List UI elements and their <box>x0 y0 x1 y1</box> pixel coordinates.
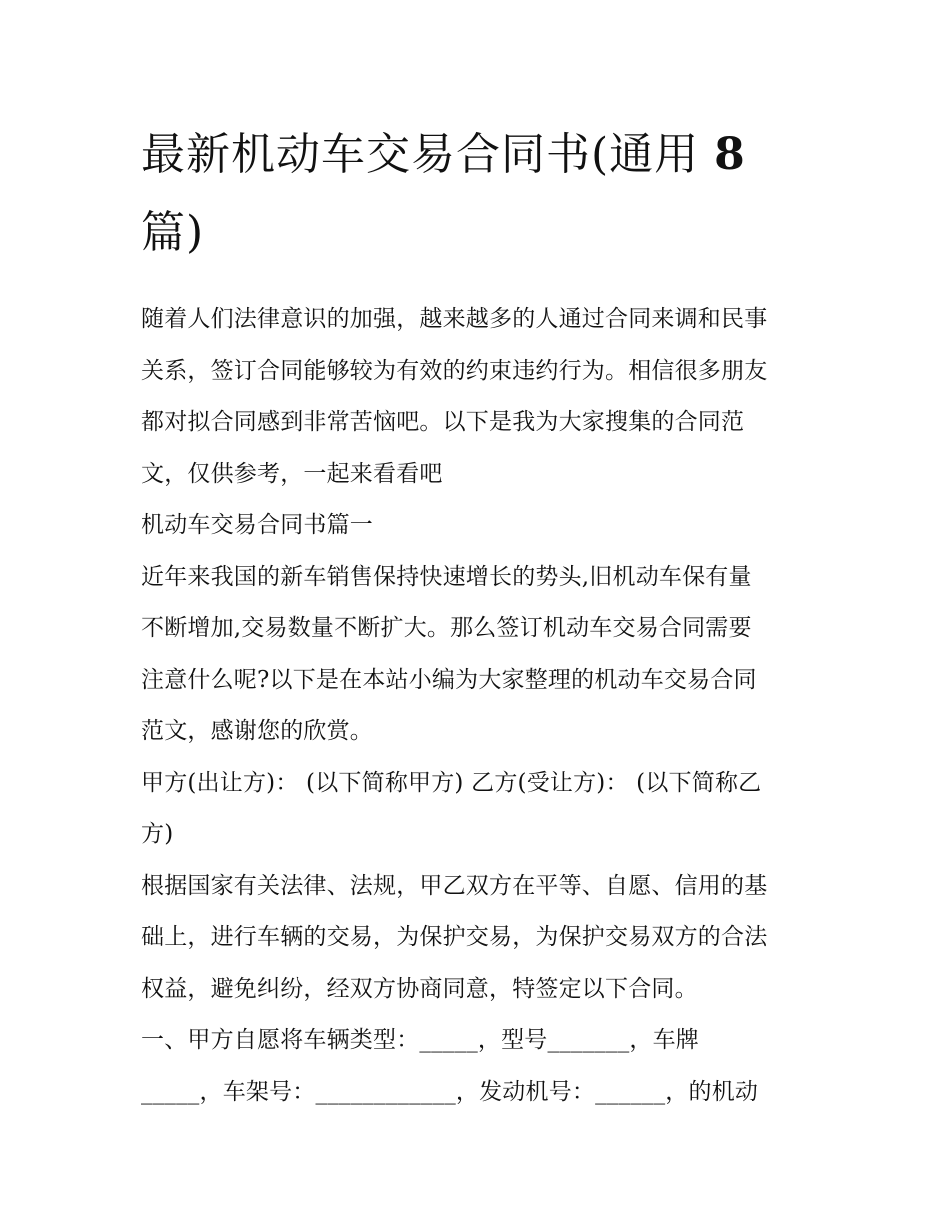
text-line: 范文，感谢您的欣赏。 <box>141 718 373 744</box>
text-line: 都对拟合同感到非常苦恼吧。以下是我为大家搜集的合同范 <box>141 409 745 435</box>
clause-line: 一、甲方自愿将车辆类型：_____，型号_______，车牌 <box>141 1027 699 1053</box>
section-heading: 机动车交易合同书篇一 <box>141 512 373 538</box>
text-line: 根据国家有关法律、法规，甲乙双方在平等、自愿、信用的基 <box>141 872 768 899</box>
party-line: 甲方(出让方)： (以下简称甲方) 乙方(受让方)： (以下简称乙 <box>141 769 762 796</box>
document-title <box>141 116 821 272</box>
text-line: 关系，签订合同能够较为有效的约束违约行为。相信很多朋友 <box>141 357 768 384</box>
party-line: 方) <box>141 821 174 847</box>
text-line: 文，仅供参考，一起来看看吧 <box>141 460 443 487</box>
text-line: 近年来我国的新车销售保持快速增长的势头,旧机动车保有量 <box>141 563 752 590</box>
text-line: 随着人们法律意识的加强，越来越多的人通过合同来调和民事 <box>141 306 768 332</box>
text-line: 础上，进行车辆的交易，为保护交易，为保护交易双方的合法 <box>141 924 768 950</box>
text-line: 注意什么呢?以下是在本站小编为大家整理的机动车交易合同 <box>141 666 757 693</box>
title-line-2: 篇) <box>141 207 205 258</box>
document-body <box>141 116 821 1118</box>
text-line: 不断增加,交易数量不断扩大。那么签订机动车交易合同需要 <box>141 615 752 641</box>
text-line: 权益，避免纠纷，经双方协商同意，特签定以下合同。 <box>141 975 698 1002</box>
clause-line: _____，车架号：____________，发动机号：______，的机动 <box>141 1078 759 1105</box>
title-line-1: 最新机动车交易合同书(通用 8 <box>141 129 746 180</box>
title-number: 8 <box>714 129 746 180</box>
